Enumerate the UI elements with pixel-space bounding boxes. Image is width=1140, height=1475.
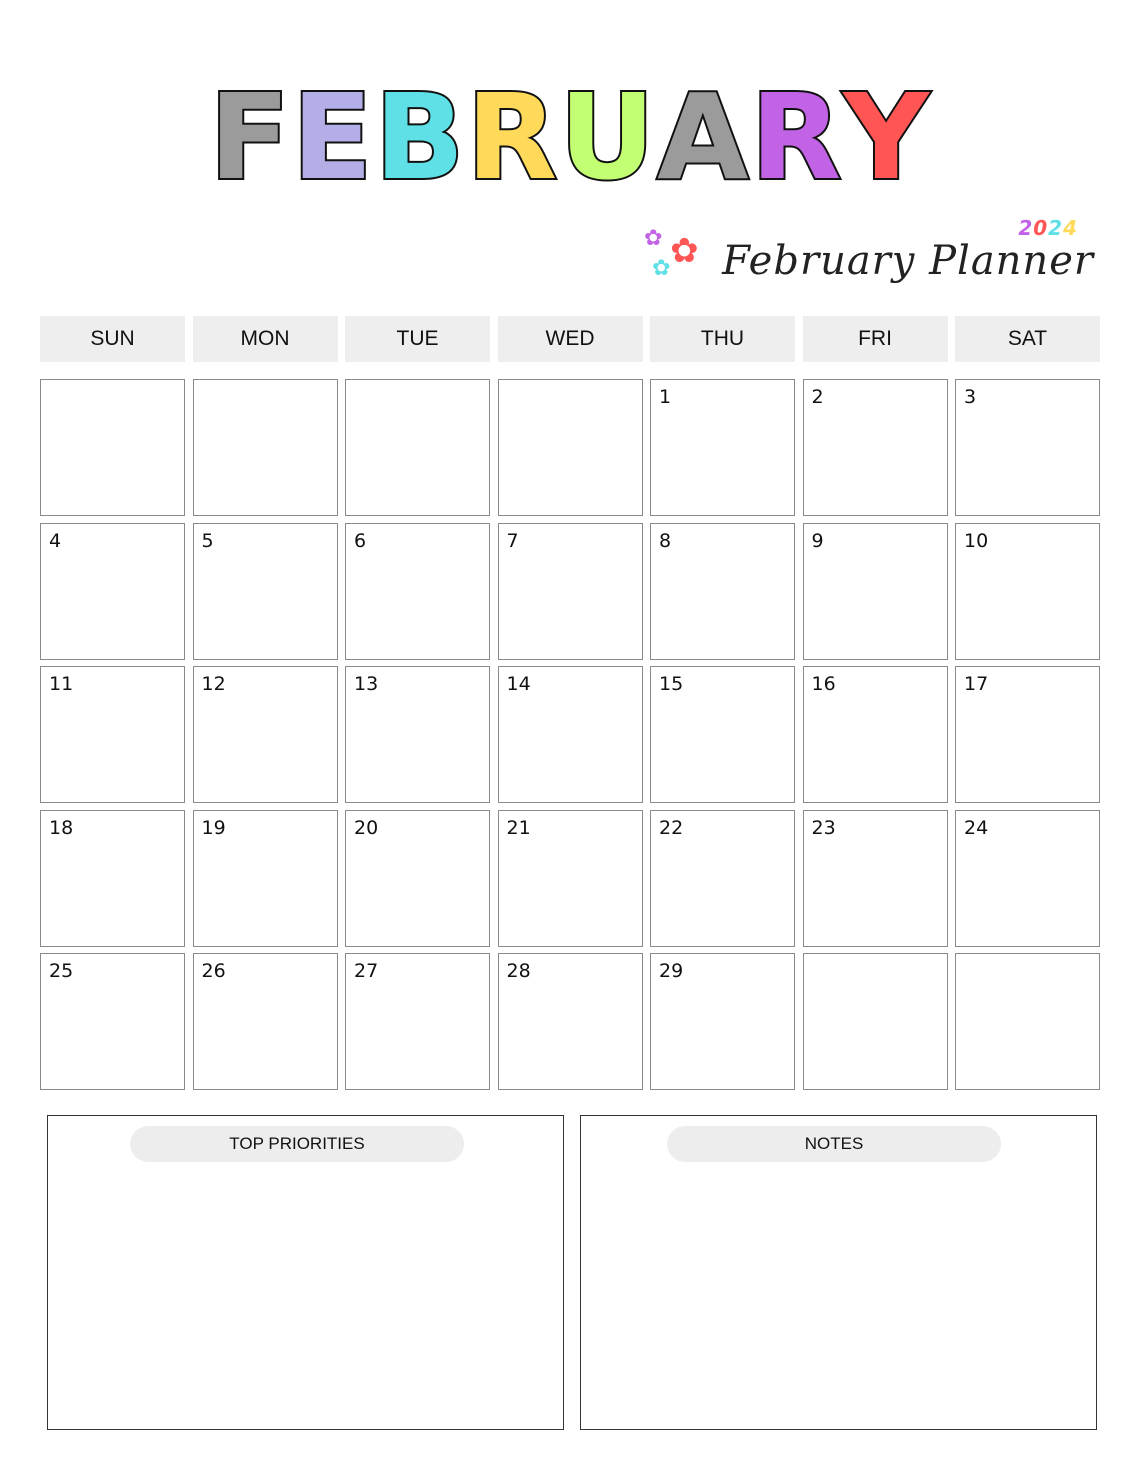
purple-flower-icon: ✿	[644, 226, 663, 251]
day-number: 24	[964, 816, 989, 839]
weekday-header-mon: MON	[193, 316, 338, 362]
subtitle-year	[1018, 216, 1078, 240]
title-letter: F	[209, 68, 292, 206]
day-cell[interactable]	[650, 953, 795, 1090]
day-cell[interactable]	[345, 953, 490, 1090]
day-number: 20	[354, 816, 379, 839]
title-letter: U	[559, 68, 658, 206]
weekday-header-fri: FRI	[803, 316, 948, 362]
day-cell[interactable]	[345, 810, 490, 947]
day-cell[interactable]	[193, 523, 338, 660]
flower-decoration	[644, 222, 722, 284]
title-letter: E	[291, 68, 375, 206]
day-cell[interactable]	[498, 953, 643, 1090]
weekday-header-row	[40, 316, 1100, 362]
subtitle-text	[722, 216, 1094, 284]
empty-day-cell	[193, 379, 338, 516]
title-letter: B	[374, 68, 467, 206]
title-letter: R	[466, 68, 560, 206]
empty-day-cell	[345, 379, 490, 516]
day-number: 28	[506, 960, 531, 982]
day-cell[interactable]	[955, 523, 1100, 660]
calendar-grid	[40, 379, 1100, 1090]
empty-day-cell	[40, 379, 185, 516]
day-number: 7	[506, 529, 519, 552]
day-cell[interactable]	[803, 810, 948, 947]
day-cell[interactable]	[40, 810, 185, 947]
day-number: 2	[811, 386, 824, 408]
day-number: 15	[659, 673, 684, 695]
day-cell[interactable]	[650, 523, 795, 660]
day-number: 19	[201, 816, 226, 839]
weekday-header-sun: SUN	[40, 316, 185, 362]
day-number: 10	[964, 529, 989, 552]
day-number: 6	[354, 529, 367, 552]
day-number: 13	[354, 673, 379, 695]
day-number: 9	[811, 529, 824, 552]
day-cell[interactable]	[193, 810, 338, 947]
day-number: 26	[201, 960, 226, 982]
day-number: 29	[659, 960, 684, 982]
notes-label: NOTES	[667, 1126, 1001, 1162]
day-cell[interactable]	[955, 666, 1100, 803]
top-priorities-box[interactable]	[47, 1115, 564, 1430]
day-cell[interactable]	[193, 953, 338, 1090]
weekday-header-thu: THU	[650, 316, 795, 362]
weekday-header-tue: TUE	[345, 316, 490, 362]
day-cell[interactable]	[955, 810, 1100, 947]
year-digit: 2	[1048, 216, 1064, 240]
day-cell[interactable]	[40, 523, 185, 660]
empty-day-cell	[803, 953, 948, 1090]
day-number: 18	[49, 816, 74, 839]
day-cell[interactable]	[498, 523, 643, 660]
title-letter: A	[657, 68, 751, 206]
weekday-header-sat: SAT	[955, 316, 1100, 362]
day-cell[interactable]	[803, 666, 948, 803]
day-cell[interactable]	[40, 666, 185, 803]
day-number: 17	[964, 673, 989, 695]
day-number: 1	[659, 386, 672, 408]
day-cell[interactable]	[498, 666, 643, 803]
day-cell[interactable]	[650, 666, 795, 803]
subtitle-label: February Planner	[722, 238, 1094, 284]
day-cell[interactable]	[955, 379, 1100, 516]
day-cell[interactable]	[40, 953, 185, 1090]
day-number: 21	[506, 816, 531, 839]
day-number: 3	[964, 386, 977, 408]
day-number: 5	[201, 529, 214, 552]
day-number: 23	[811, 816, 836, 839]
day-number: 25	[49, 960, 74, 982]
day-cell[interactable]	[345, 666, 490, 803]
empty-day-cell	[498, 379, 643, 516]
year-digit: 0	[1033, 216, 1049, 240]
title-letter: Y	[843, 68, 931, 206]
weekday-header-wed: WED	[498, 316, 643, 362]
top-priorities-label: TOP PRIORITIES	[130, 1126, 464, 1162]
day-number: 11	[49, 673, 74, 695]
day-number: 14	[506, 673, 531, 695]
year-digit: 4	[1063, 216, 1078, 240]
day-cell[interactable]	[803, 523, 948, 660]
day-cell[interactable]	[193, 666, 338, 803]
day-number: 27	[354, 960, 379, 982]
day-number: 22	[659, 816, 684, 839]
day-cell[interactable]	[650, 379, 795, 516]
year-digit: 2	[1018, 216, 1034, 240]
planner-subtitle	[644, 216, 1094, 284]
cyan-flower-icon: ✿	[652, 256, 671, 281]
day-number: 4	[49, 529, 62, 552]
day-number: 12	[201, 673, 226, 695]
day-cell[interactable]	[345, 523, 490, 660]
empty-day-cell	[955, 953, 1100, 1090]
day-number: 8	[659, 529, 672, 552]
red-flower-icon: ✿	[670, 231, 699, 271]
day-cell[interactable]	[498, 810, 643, 947]
title-letter: R	[750, 68, 844, 206]
day-cell[interactable]	[650, 810, 795, 947]
notes-box[interactable]	[580, 1115, 1097, 1430]
month-title	[0, 68, 1140, 206]
day-number: 16	[811, 673, 836, 695]
day-cell[interactable]	[803, 379, 948, 516]
